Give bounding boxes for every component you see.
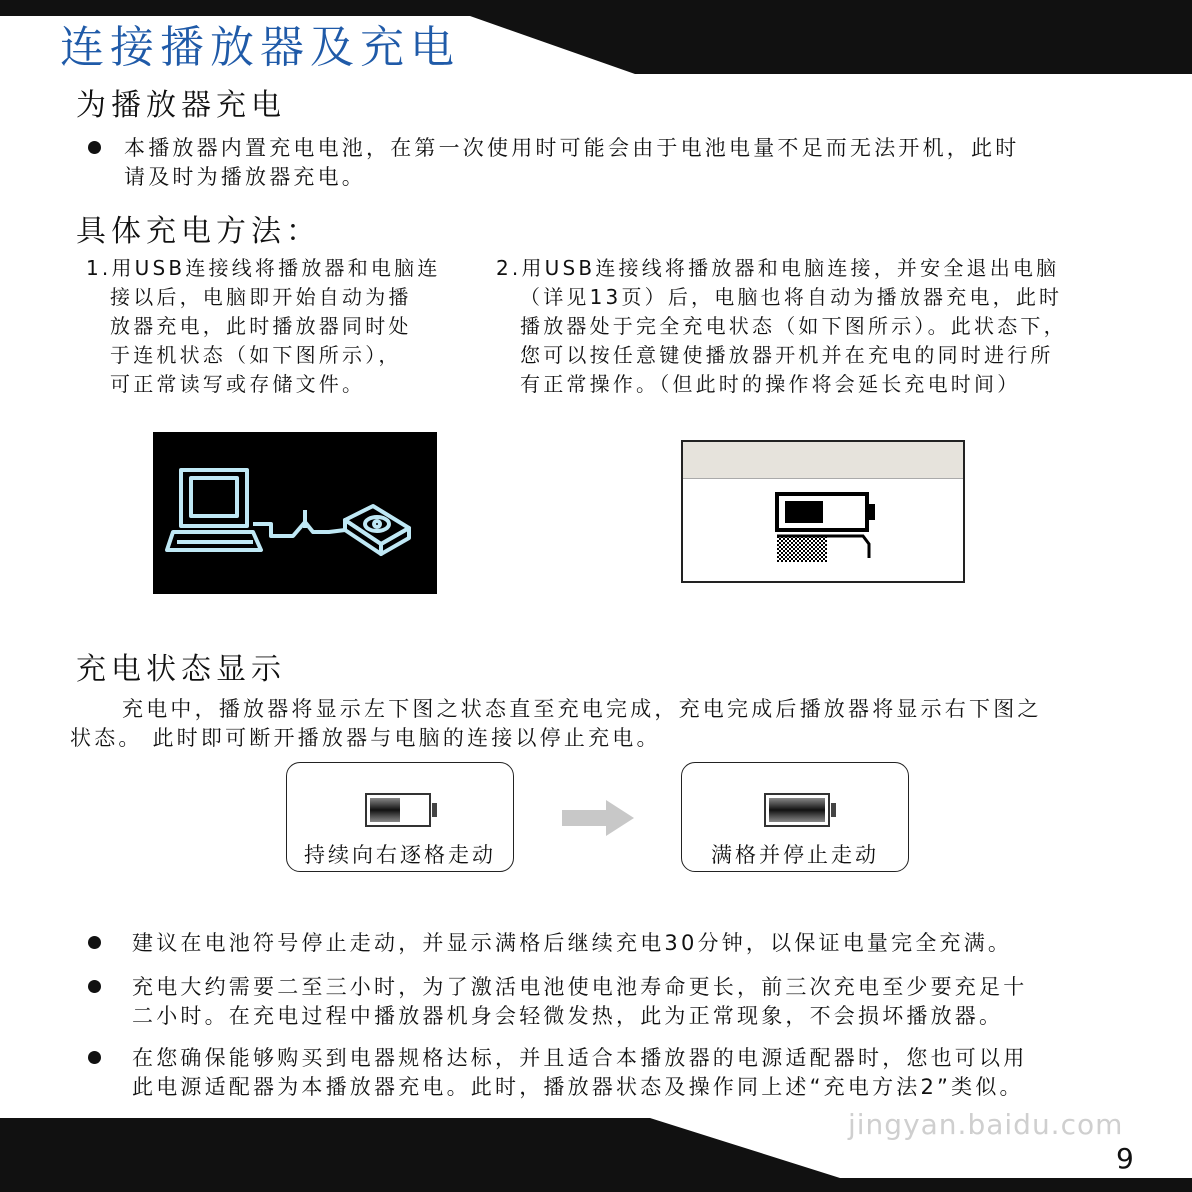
battery-icon [773, 492, 883, 572]
method-2-text [496, 254, 1067, 399]
method-1-line: 1.用USB连接线将播放器和电脑连 [86, 256, 441, 280]
method-2-line: 您可以按任意键使播放器开机并在充电的同时进行所 [520, 343, 1054, 367]
battery-icon [764, 793, 830, 827]
section-heading-status: 充电状态显示 [76, 652, 286, 687]
charging-status-box [286, 762, 514, 872]
full-status-label: 满格并停止走动 [711, 843, 879, 867]
screen-status-bar [683, 442, 963, 479]
arrow-right-icon [562, 800, 636, 836]
charge-bullet-line-2: 请及时为播放器充电。 [124, 165, 366, 189]
note-line: 充电大约需要二至三小时，为了激活电池使电池寿命更长，前三次充电至少要充足十 [132, 975, 1028, 999]
pc-connection-screen [153, 432, 437, 594]
charge-bullet-line-1: 本播放器内置充电电池，在第一次使用时可能会由于电池电量不足而无法开机，此时 [124, 136, 1020, 160]
status-para-line-1: 充电中，播放器将显示左下图之状态直至充电完成，充电完成后播放器将显示右下图之 [122, 697, 1042, 721]
note-line: 在您确保能够购买到电器规格达标，并且适合本播放器的电源适配器时，您也可以用 [132, 1046, 1028, 1070]
method-1-line: 于连机状态（如下图所示）， [110, 343, 402, 367]
bullet-dot [88, 980, 101, 993]
full-status-box [681, 762, 909, 872]
method-2-line: （详见13页）后，电脑也将自动为播放器充电，此时 [520, 285, 1063, 309]
battery-fill [769, 798, 825, 822]
section-heading-methods: 具体充电方法： [76, 214, 321, 249]
note-line: 建议在电池符号停止走动，并显示满格后继续充电30分钟，以保证电量完全充满。 [132, 931, 1013, 955]
page-number: 9 [1116, 1142, 1134, 1175]
status-para-line-2: 状态。 此时即可断开播放器与电脑的连接以停止充电。 [70, 726, 661, 750]
section-heading-charge: 为播放器充电 [76, 88, 286, 123]
bullet-dot [88, 936, 101, 949]
method-2-line: 2.用USB连接线将播放器和电脑连接，并安全退出电脑 [496, 256, 1060, 280]
method-1-line: 可正常读写或存储文件。 [110, 372, 366, 396]
player-charging-screen [681, 440, 965, 583]
method-2-line: 播放器处于完全充电状态（如下图所示）。此状态下， [520, 314, 1067, 338]
charging-status-label: 持续向右逐格走动 [304, 843, 496, 867]
method-1-line: 放器充电，此时播放器同时处 [110, 314, 412, 338]
computer-usb-player-icon [153, 432, 437, 594]
method-1-text [86, 254, 441, 399]
bullet-dot [88, 1051, 101, 1064]
method-1-line: 接以后，电脑即开始自动为播 [110, 285, 412, 309]
note-bullet-1 [132, 929, 1012, 958]
page-title: 连接播放器及充电 [60, 22, 460, 73]
note-bullet-3 [132, 1044, 1027, 1102]
note-line: 此电源适配器为本播放器充电。此时，播放器状态及操作同上述“充电方法2”类似。 [132, 1075, 1024, 1099]
method-2-line: 有正常操作。（但此时的操作将会延长充电时间） [520, 372, 1021, 396]
bullet-dot [88, 141, 101, 154]
note-bullet-2 [132, 973, 1027, 1031]
watermark: jingyan.baidu.com [848, 1108, 1124, 1141]
battery-icon [365, 793, 431, 827]
note-line: 二小时。在充电过程中播放器机身会轻微发热，此为正常现象，不会损坏播放器。 [132, 1004, 1004, 1028]
battery-fill [370, 798, 400, 822]
